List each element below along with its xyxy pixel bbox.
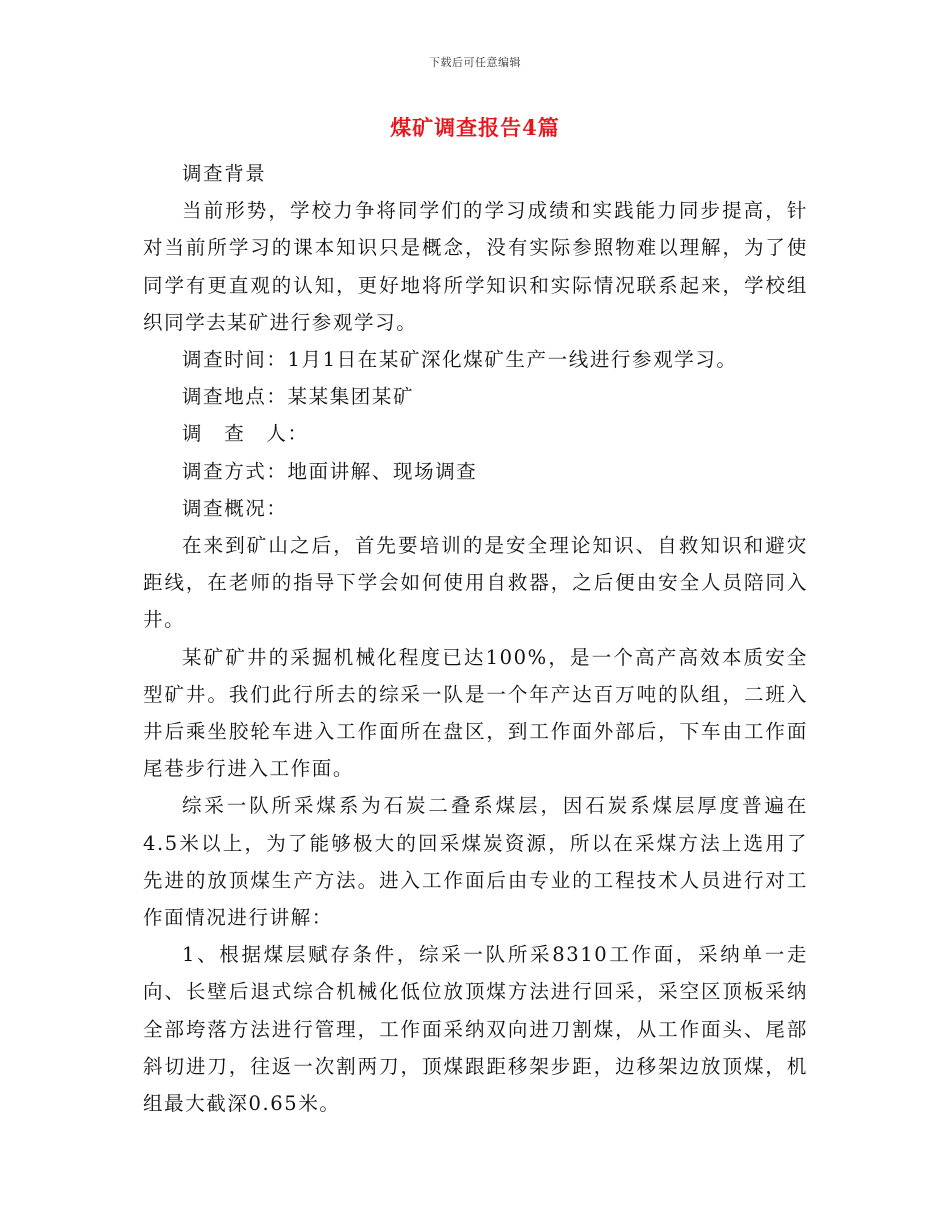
field-survey-time: 调查时间：1月1日在某矿深化煤矿生产一线进行参观学习。 [182, 348, 738, 372]
paragraph-mine-overview: 某矿矿井的采掘机械化程度已达100%，是一个高产高效本质安全型矿井。我们此行所去的综采一队是一个年产达百万吨的队组，二班入井后乘坐胶轮车进入工作面所在盘区，到工作面外部后，下车由工作面尾巷步行进入工作面。 [143, 645, 808, 781]
field-surveyor: 调 查 人： [182, 422, 309, 446]
paragraph-coal-seam: 综采一队所采煤系为石炭二叠系煤层，因石炭系煤层厚度普遍在4.5米以上，为了能够极大的回采煤炭资源，所以在采煤方法上选用了先进的放顶煤生产方法。进入工作面后由专业的工程技术人员进行对工作面情况进行讲解： [143, 794, 808, 930]
field-survey-method: 调查方式：地面讲解、现场调查 [182, 459, 478, 483]
section-heading-background: 调查背景 [182, 162, 267, 185]
field-survey-place: 调查地点：某某集团某矿 [182, 385, 415, 409]
paragraph-mining-method: 1、根据煤层赋存条件，综采一队所采8310工作面，采纳单一走向、长壁后退式综合机械化低位放顶煤方法进行回采，采空区顶板采纳全部垮落方法进行管理，工作面采纳双向进刀割煤，从工作面头、尾部斜切进刀，往返一次割两刀，顶煤跟距移架步距，边移架边放顶煤，机组最大截深0.65米。 [143, 943, 808, 1116]
field-survey-overview: 调查概况： [182, 496, 288, 520]
document-body [143, 155, 808, 1122]
paragraph-safety-training: 在来到矿山之后，首先要培训的是安全理论知识、自救知识和避灾距线，在老师的指导下学会如何使用自救器，之后便由安全人员陪同入井。 [143, 534, 808, 632]
document-title: 煤矿调查报告4篇 [390, 115, 560, 140]
paragraph-background: 当前形势，学校力争将同学们的学习成绩和实践能力同步提高，针对当前所学习的课本知识只是概念，没有实际参照物难以理解，为了使同学有更直观的认知，更好地将所学知识和实际情况联系起来，学校组织同学去某矿进行参观学习。 [143, 199, 808, 334]
header-note: 下载后可任意编辑 [429, 56, 521, 69]
